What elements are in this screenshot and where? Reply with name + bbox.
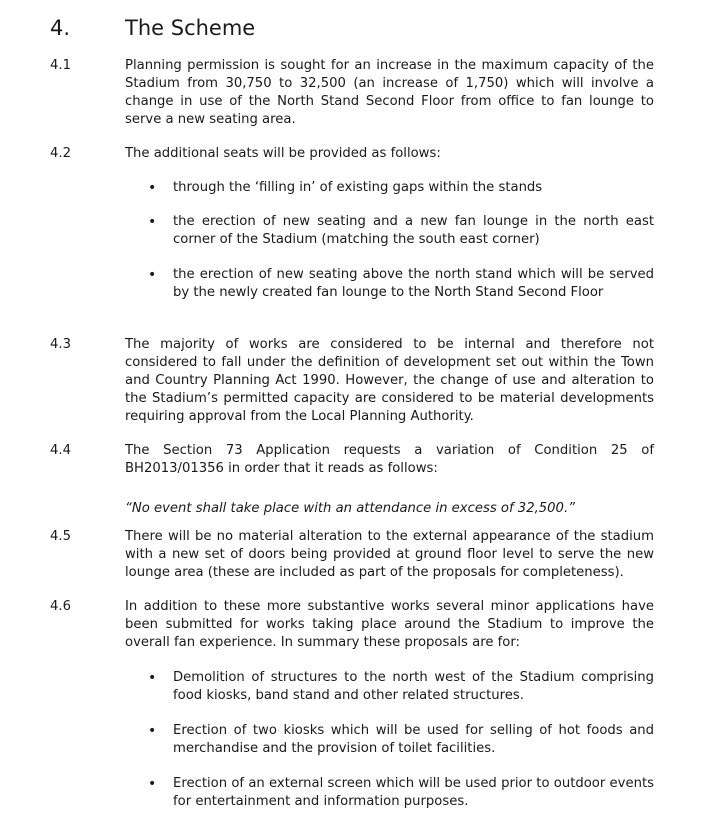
- paragraph-number: 4.2: [50, 146, 71, 161]
- bullet-icon: •: [148, 267, 157, 283]
- paragraph-text: In addition to these more substantive works several minor applications have been submitted for works taking place around the Stadium to improve the overall fan experience. In summary these proposals are for:: [125, 599, 654, 650]
- bullet-list-4-6: [148, 669, 654, 811]
- bullet-icon: •: [148, 776, 157, 792]
- paragraph-number: 4.1: [50, 58, 71, 73]
- list-item: [148, 179, 654, 197]
- section-title: The Scheme: [125, 16, 256, 40]
- list-item-text: the erection of new seating above the north stand which will be served by the newly created fan lounge to the North Stand Second Floor: [173, 267, 654, 300]
- quoted-condition: “No event shall take place with an attendance in excess of 32,500.”: [125, 501, 575, 516]
- paragraph-text: The Section 73 Application requests a variation of Condition 25 of BH2013/01356 in order that it reads as follows:: [125, 443, 654, 476]
- list-item-text: through the ‘filling in’ of existing gaps within the stands: [173, 180, 543, 195]
- paragraph-number: 4.3: [50, 337, 71, 352]
- paragraph-text: There will be no material alteration to the external appearance of the stadium with a new set of doors being provided at ground floor level to serve the new lounge area (these are included as part of the proposals for completeness).: [125, 529, 654, 580]
- bullet-icon: •: [148, 180, 157, 196]
- paragraph-4-5: [50, 528, 654, 582]
- paragraph-number: 4.5: [50, 529, 71, 544]
- paragraph-text: The additional seats will be provided as follows:: [125, 146, 441, 161]
- section-number: 4.: [50, 16, 71, 40]
- bullet-icon: •: [148, 670, 157, 686]
- list-item: [148, 722, 654, 758]
- bullet-icon: •: [148, 723, 157, 739]
- paragraph-number: 4.6: [50, 599, 71, 614]
- paragraph-text: Planning permission is sought for an increase in the maximum capacity of the Stadium from 30,750 to 32,500 (an increase of 1,750) which will involve a change in use of the North Stand Second Floor from office to fan lounge to serve a new seating area.: [125, 58, 654, 127]
- paragraph-number: 4.4: [50, 443, 71, 458]
- paragraph-4-4: [50, 442, 654, 518]
- paragraph-4-6: [50, 598, 654, 652]
- list-item-text: Erection of two kiosks which will be used for selling of hot foods and merchandise and the provision of toilet facilities.: [173, 723, 654, 756]
- list-item: [148, 213, 654, 249]
- paragraph-4-3: [50, 336, 654, 426]
- list-item: [148, 775, 654, 811]
- bullet-list-4-2: [148, 179, 654, 302]
- paragraph-4-1: [50, 57, 654, 129]
- bullet-icon: •: [148, 214, 157, 230]
- list-item: [148, 669, 654, 705]
- list-item-text: Erection of an external screen which will be used prior to outdoor events for entertainment and information purposes.: [173, 776, 654, 809]
- section-heading: [50, 12, 670, 44]
- list-item-text: the erection of new seating and a new fan lounge in the north east corner of the Stadium (matching the south east corner): [173, 214, 654, 247]
- paragraph-text: The majority of works are considered to be internal and therefore not considered to fall under the definition of development set out within the Town and Country Planning Act 1990. However, the change of use and alteration to the Stadium’s permitted capacity are considered to be material developments requiring approval from the Local Planning Authority.: [125, 337, 654, 424]
- list-item: [148, 266, 654, 302]
- paragraph-4-2: [50, 145, 654, 163]
- list-item-text: Demolition of structures to the north west of the Stadium comprising food kiosks, band stand and other related structures.: [173, 670, 654, 703]
